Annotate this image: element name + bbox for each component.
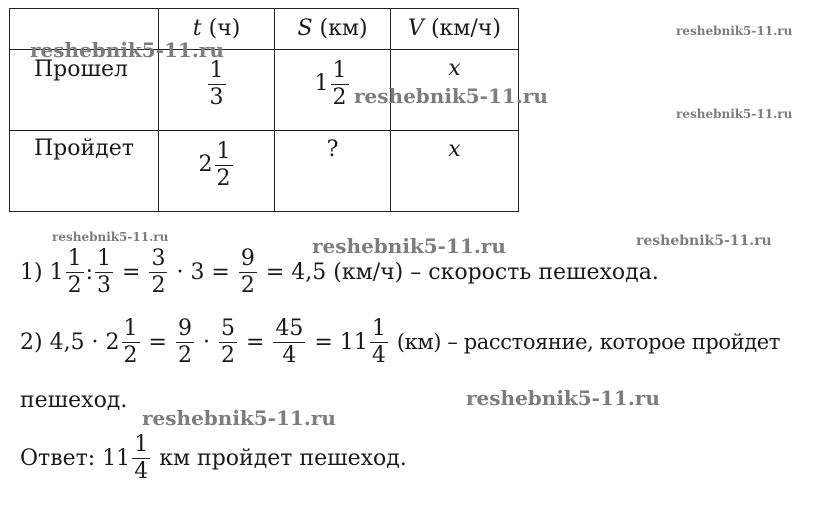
watermark: reshebnik5-11.ru	[52, 230, 169, 244]
row-label-passed: Прошел	[10, 50, 159, 131]
mixed-number: 2 $\frac{1}{2}$	[198, 139, 231, 191]
step-number: 2) 4,5 · 2	[20, 329, 120, 355]
answer-text: км пройдет пешеход.	[159, 445, 407, 471]
watermark: reshebnik5-11.ru	[466, 386, 660, 410]
row-label-will-pass: Пройдет	[10, 131, 159, 212]
header-speed	[391, 9, 519, 50]
watermark: reshebnik5-11.ru	[354, 84, 548, 108]
watermark: reshebnik5-11.ru	[142, 406, 336, 430]
fraction: $\frac{1}{2}$	[216, 139, 231, 191]
fraction: $\frac{5}{2}$	[220, 316, 235, 368]
header-time-var: t	[192, 16, 202, 41]
solution-step-2: 2) 4,5 · 2 $\frac{1}{2}$ = $\frac{9}{2}$ · $\frac{5}{2}$ = $\frac{45}{4}$ = 11 $\frac{1}{4}$ (км) – расстояние, которое пройдет	[20, 316, 780, 368]
step-result-text: = 4,5 (км/ч) – скорость пешехода.	[265, 259, 659, 285]
mixed-number: 1 $\frac{1}{2}$	[314, 58, 347, 110]
table-row	[10, 131, 519, 212]
cell-time-will-pass	[159, 131, 275, 212]
fraction: $\frac{1}{2}$	[67, 246, 82, 298]
header-distance-unit: (км)	[319, 16, 368, 41]
fraction: $\frac{1}{4}$	[371, 316, 386, 368]
header-distance	[275, 9, 391, 50]
fraction: $\frac{9}{2}$	[177, 316, 192, 368]
fraction: $\frac{1}{2}$	[123, 316, 138, 368]
header-time-unit: (ч)	[208, 16, 241, 41]
watermark: reshebnik5-11.ru	[676, 24, 793, 38]
header-speed-unit: (км/ч)	[430, 16, 501, 41]
cell-speed-will-pass: x	[391, 131, 519, 212]
header-distance-var: S	[297, 16, 313, 41]
answer-line	[20, 432, 407, 485]
header-speed-var: V	[408, 16, 424, 41]
fraction: $\frac{1}{2}$	[332, 58, 347, 110]
solution-step-2-continuation: пешеход.	[20, 388, 128, 413]
watermark: reshebnik5-11.ru	[676, 107, 793, 121]
watermark: reshebnik5-11.ru	[312, 234, 506, 258]
fraction: $\frac{1}{3}$	[209, 58, 224, 110]
watermark: reshebnik5-11.ru	[636, 233, 772, 249]
cell-distance-will-pass: ?	[275, 131, 391, 212]
fraction: $\frac{1}{3}$	[97, 246, 112, 298]
solution-step-1: 1) 1 $\frac{1}{2}$ : $\frac{1}{3}$ = $\frac{3}{2}$ · 3 = $\frac{9}{2}$ = 4,5 (км/ч) – скорость пешехода.	[20, 246, 659, 298]
watermark: reshebnik5-11.ru	[30, 38, 224, 62]
step-result-text: (км) – расстояние, которое пройдет	[396, 330, 780, 355]
fraction: $\frac{45}{4}$	[275, 316, 304, 368]
fraction: $\frac{1}{4}$	[134, 432, 149, 484]
cell-speed-passed: x	[391, 50, 519, 131]
answer-prefix: Ответ: 11	[20, 445, 131, 471]
fraction: $\frac{3}{2}$	[151, 246, 166, 298]
step-number: 1)	[20, 259, 43, 285]
fraction: $\frac{9}{2}$	[240, 246, 255, 298]
